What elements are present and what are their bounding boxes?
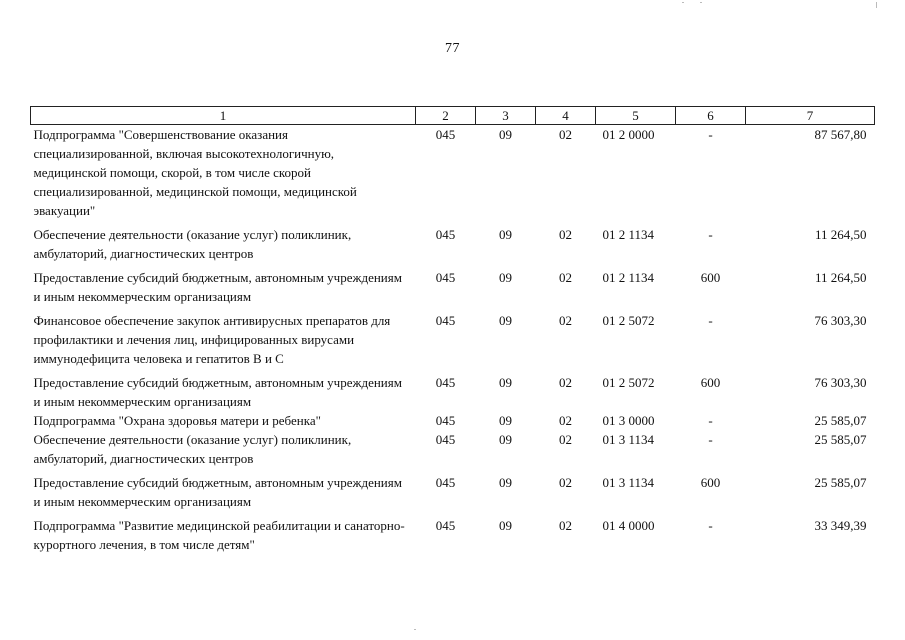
row-subsection-code: 02 — [559, 127, 572, 142]
row-target-article: 01 4 0000 — [602, 518, 655, 533]
row-subsection-code: 02 — [559, 270, 572, 285]
row-amount: 11 264,50 — [814, 270, 867, 285]
row-target-article: 01 3 1134 — [602, 432, 655, 447]
row-section-code: 09 — [499, 518, 512, 533]
row-subsection-code: 02 — [559, 375, 572, 390]
row-grbs-code: 045 — [435, 270, 456, 285]
row-target-article: 01 2 1134 — [602, 270, 655, 285]
row-name: Предоставление субсидий бюджетным, автономным учреждениям и иным некоммерческим организациям — [33, 375, 402, 409]
row-name: Подпрограмма "Охрана здоровья матери и ребенка" — [33, 413, 321, 428]
row-target-article: 01 3 1134 — [602, 475, 655, 490]
row-expense-type: - — [708, 227, 713, 242]
row-amount: 76 303,30 — [814, 313, 867, 328]
table-row — [31, 373, 875, 411]
row-subsection-code: 02 — [559, 227, 572, 242]
row-expense-type: 600 — [700, 270, 721, 285]
row-name: Предоставление субсидий бюджетным, автономным учреждениям и иным некоммерческим организациям — [33, 270, 402, 304]
column-header-3: 3 — [476, 107, 536, 125]
table-row — [31, 225, 875, 268]
row-expense-type: - — [708, 313, 713, 328]
row-section-code: 09 — [499, 127, 512, 142]
row-expense-type: - — [708, 127, 713, 142]
row-grbs-code: 045 — [435, 413, 456, 428]
row-section-code: 09 — [499, 432, 512, 447]
column-header-2: 2 — [416, 107, 476, 125]
row-subsection-code: 02 — [559, 413, 572, 428]
column-header-7: 7 — [746, 107, 875, 125]
table-row — [31, 268, 875, 311]
row-amount: 25 585,07 — [814, 432, 867, 447]
row-amount: 87 567,80 — [814, 127, 867, 142]
row-name: Подпрограмма "Совершенствование оказания специализированной, включая высокотехнологичную, медицинской помощи, скорой, в том числе скорой специализированной, медицинской помощи, медицинской эвакуации" — [33, 127, 357, 218]
scan-speck — [700, 2, 702, 3]
row-grbs-code: 045 — [435, 227, 456, 242]
row-section-code: 09 — [499, 270, 512, 285]
row-grbs-code: 045 — [435, 313, 456, 328]
row-section-code: 09 — [499, 313, 512, 328]
row-target-article: 01 2 5072 — [602, 375, 655, 390]
row-amount: 25 585,07 — [814, 413, 867, 428]
row-grbs-code: 045 — [435, 432, 456, 447]
row-grbs-code: 045 — [435, 518, 456, 533]
row-name: Подпрограмма "Развитие медицинской реабилитации и санаторно-курортного лечения, в том числе детям" — [33, 518, 405, 552]
scan-speck — [682, 2, 684, 3]
table-row — [31, 430, 875, 473]
table-row — [31, 125, 875, 226]
column-header-6: 6 — [676, 107, 746, 125]
row-expense-type: 600 — [700, 375, 721, 390]
scan-speck — [876, 2, 877, 8]
row-expense-type: - — [708, 432, 713, 447]
row-target-article: 01 2 5072 — [602, 313, 655, 328]
row-amount: 76 303,30 — [814, 375, 867, 390]
row-target-article: 01 2 0000 — [602, 127, 655, 142]
row-target-article: 01 2 1134 — [602, 227, 655, 242]
scan-speck — [414, 629, 416, 630]
table-row — [31, 473, 875, 516]
row-subsection-code: 02 — [559, 475, 572, 490]
table-header-row — [31, 107, 875, 125]
table-row — [31, 516, 875, 554]
row-subsection-code: 02 — [559, 432, 572, 447]
row-grbs-code: 045 — [435, 127, 456, 142]
row-section-code: 09 — [499, 227, 512, 242]
table-row — [31, 411, 875, 430]
row-grbs-code: 045 — [435, 375, 456, 390]
column-header-4: 4 — [536, 107, 596, 125]
row-expense-type: - — [708, 413, 713, 428]
row-name: Финансовое обеспечение закупок антивирусных препаратов для профилактики и лечения лиц, инфицированных вирусами иммунодефицита человека и гепатитов В и С — [33, 313, 391, 366]
budget-table — [30, 106, 875, 554]
row-section-code: 09 — [499, 375, 512, 390]
column-header-1: 1 — [31, 107, 416, 125]
table-row — [31, 311, 875, 373]
page-number: 77 — [445, 41, 460, 56]
row-grbs-code: 045 — [435, 475, 456, 490]
row-name: Обеспечение деятельности (оказание услуг) поликлиник, амбулаторий, диагностических центров — [33, 227, 352, 261]
row-name: Предоставление субсидий бюджетным, автономным учреждениям и иным некоммерческим организациям — [33, 475, 402, 509]
row-expense-type: 600 — [700, 475, 721, 490]
row-amount: 25 585,07 — [814, 475, 867, 490]
row-section-code: 09 — [499, 475, 512, 490]
row-target-article: 01 3 0000 — [602, 413, 655, 428]
row-subsection-code: 02 — [559, 518, 572, 533]
row-section-code: 09 — [499, 413, 512, 428]
row-subsection-code: 02 — [559, 313, 572, 328]
row-amount: 33 349,39 — [814, 518, 867, 533]
row-expense-type: - — [708, 518, 713, 533]
row-amount: 11 264,50 — [814, 227, 867, 242]
row-name: Обеспечение деятельности (оказание услуг) поликлиник, амбулаторий, диагностических центров — [33, 432, 352, 466]
column-header-5: 5 — [596, 107, 676, 125]
